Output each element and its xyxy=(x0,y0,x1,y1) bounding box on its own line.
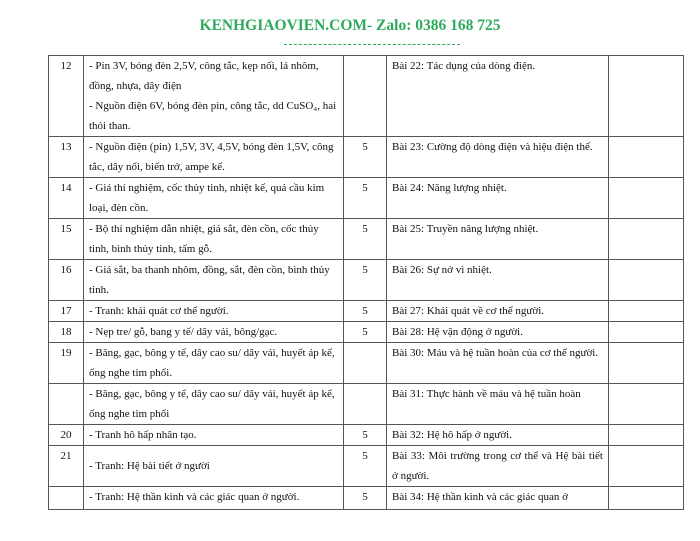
table-row xyxy=(49,56,684,137)
table-row xyxy=(49,137,684,178)
quantity-cell: 5 xyxy=(344,322,387,343)
equipment-item: - Pin 3V, bóng đèn 2,5V, công tắc, kẹp nối, lá nhôm, đồng, nhựa, dây điện xyxy=(89,60,319,92)
equipment-item: - Tranh: Hệ bài tiết ở người xyxy=(89,460,210,472)
note-cell xyxy=(609,260,684,301)
page-header xyxy=(0,17,700,35)
equipment-item: - Tranh hô hấp nhân tạo. xyxy=(89,429,197,441)
row-number: 14 xyxy=(49,178,84,219)
quantity-cell: 5 xyxy=(344,301,387,322)
table-row xyxy=(49,425,684,446)
note-cell xyxy=(609,446,684,487)
quantity-cell xyxy=(344,343,387,384)
note-cell xyxy=(609,322,684,343)
quantity-cell xyxy=(344,56,387,137)
row-number xyxy=(49,384,84,425)
equipment-item: - Giá thí nghiệm, cốc thủy tinh, nhiệt kế, quả cầu kim loại, đèn cồn. xyxy=(89,182,325,214)
note-cell xyxy=(609,56,684,137)
table-row xyxy=(49,487,684,510)
note-cell xyxy=(609,219,684,260)
lesson-cell: Bài 26: Sự nở vì nhiệt. xyxy=(387,260,609,301)
equipment-cell xyxy=(84,322,344,343)
table-row xyxy=(49,446,684,487)
table-row xyxy=(49,301,684,322)
row-number: 17 xyxy=(49,301,84,322)
lesson-cell: Bài 34: Hệ thần kinh và các giác quan ở xyxy=(387,487,609,510)
equipment-item: - Băng, gạc, bông y tế, dây cao su/ dây vải, huyết áp kế, ống nghe tim phổi. xyxy=(89,347,335,379)
row-number: 15 xyxy=(49,219,84,260)
equipment-item: - Nẹp tre/ gỗ, bang y tế/ dây vải, bông/gạc. xyxy=(89,326,278,338)
equipment-item: - Nguồn điện (pin) 1,5V, 3V, 4,5V, bóng đèn 1,5V, công tắc, dây nối, biến trở, ampe kế. xyxy=(89,141,334,173)
note-cell xyxy=(609,343,684,384)
lesson-cell: Bài 24: Năng lượng nhiệt. xyxy=(387,178,609,219)
row-number: 18 xyxy=(49,322,84,343)
equipment-cell xyxy=(84,178,344,219)
equipment-cell xyxy=(84,137,344,178)
quantity-cell xyxy=(344,384,387,425)
row-number: 20 xyxy=(49,425,84,446)
note-cell xyxy=(609,301,684,322)
note-cell xyxy=(609,425,684,446)
equipment-cell xyxy=(84,343,344,384)
equipment-cell xyxy=(84,219,344,260)
lesson-cell: Bài 22: Tác dụng của dòng điện. xyxy=(387,56,609,137)
equipment-item: - Tranh: Hệ thần kinh và các giác quan ở người. xyxy=(89,491,300,503)
quantity-cell: 5 xyxy=(344,219,387,260)
lesson-cell: Bài 23: Cường độ dòng điện và hiệu điện thế. xyxy=(387,137,609,178)
lesson-cell: Bài 27: Khái quát về cơ thể người. xyxy=(387,301,609,322)
row-number xyxy=(49,487,84,510)
table-row xyxy=(49,219,684,260)
lesson-cell: Bài 25: Truyền năng lượng nhiệt. xyxy=(387,219,609,260)
equipment-cell xyxy=(84,487,344,510)
row-number: 21 xyxy=(49,446,84,487)
equipment-item: - Nguồn điện 6V, bóng đèn pin, công tắc, dd CuSO₄, hai thỏi than. xyxy=(89,100,337,132)
lesson-cell: Bài 33: Môi trường trong cơ thể và Hệ bài tiết ở người. xyxy=(387,446,609,487)
table-row xyxy=(49,384,684,425)
header-title: KENHGIAOVIEN.COM- Zalo: 0386 168 725 xyxy=(199,17,501,34)
equipment-table xyxy=(48,55,684,510)
equipment-item: - Băng, gạc, bông y tế, dây cao su/ dây vải, huyết áp kế, ống nghe tim phổi xyxy=(89,388,335,420)
lesson-cell: Bài 31: Thực hành về máu và hệ tuần hoàn xyxy=(387,384,609,425)
equipment-cell xyxy=(84,301,344,322)
equipment-cell xyxy=(84,446,344,487)
row-number: 16 xyxy=(49,260,84,301)
quantity-cell: 5 xyxy=(344,260,387,301)
lesson-cell: Bài 28: Hệ vận động ở người. xyxy=(387,322,609,343)
lesson-cell: Bài 30: Máu và hệ tuần hoàn của cơ thể người. xyxy=(387,343,609,384)
table-row xyxy=(49,322,684,343)
quantity-cell: 5 xyxy=(344,425,387,446)
equipment-cell xyxy=(84,384,344,425)
quantity-cell: 5 xyxy=(344,446,387,487)
quantity-cell: 5 xyxy=(344,178,387,219)
row-number: 12 xyxy=(49,56,84,137)
table-row xyxy=(49,178,684,219)
header-divider xyxy=(284,44,460,45)
note-cell xyxy=(609,178,684,219)
equipment-item: - Bộ thí nghiệm dẫn nhiệt, giá sắt, đèn cồn, cốc thủy tinh, bình thủy tinh, tấm gỗ. xyxy=(89,223,319,255)
note-cell xyxy=(609,487,684,510)
table-row xyxy=(49,343,684,384)
equipment-item: - Giá sắt, ba thanh nhôm, đồng, sắt, đèn cồn, bình thủy tinh. xyxy=(89,264,330,296)
equipment-cell xyxy=(84,425,344,446)
lesson-cell: Bài 32: Hệ hô hấp ở người. xyxy=(387,425,609,446)
row-number: 13 xyxy=(49,137,84,178)
quantity-cell: 5 xyxy=(344,137,387,178)
note-cell xyxy=(609,384,684,425)
quantity-cell: 5 xyxy=(344,487,387,510)
equipment-item: - Tranh: khái quát cơ thể người. xyxy=(89,305,229,317)
equipment-cell xyxy=(84,260,344,301)
row-number: 19 xyxy=(49,343,84,384)
equipment-cell xyxy=(84,56,344,137)
note-cell xyxy=(609,137,684,178)
table-row xyxy=(49,260,684,301)
